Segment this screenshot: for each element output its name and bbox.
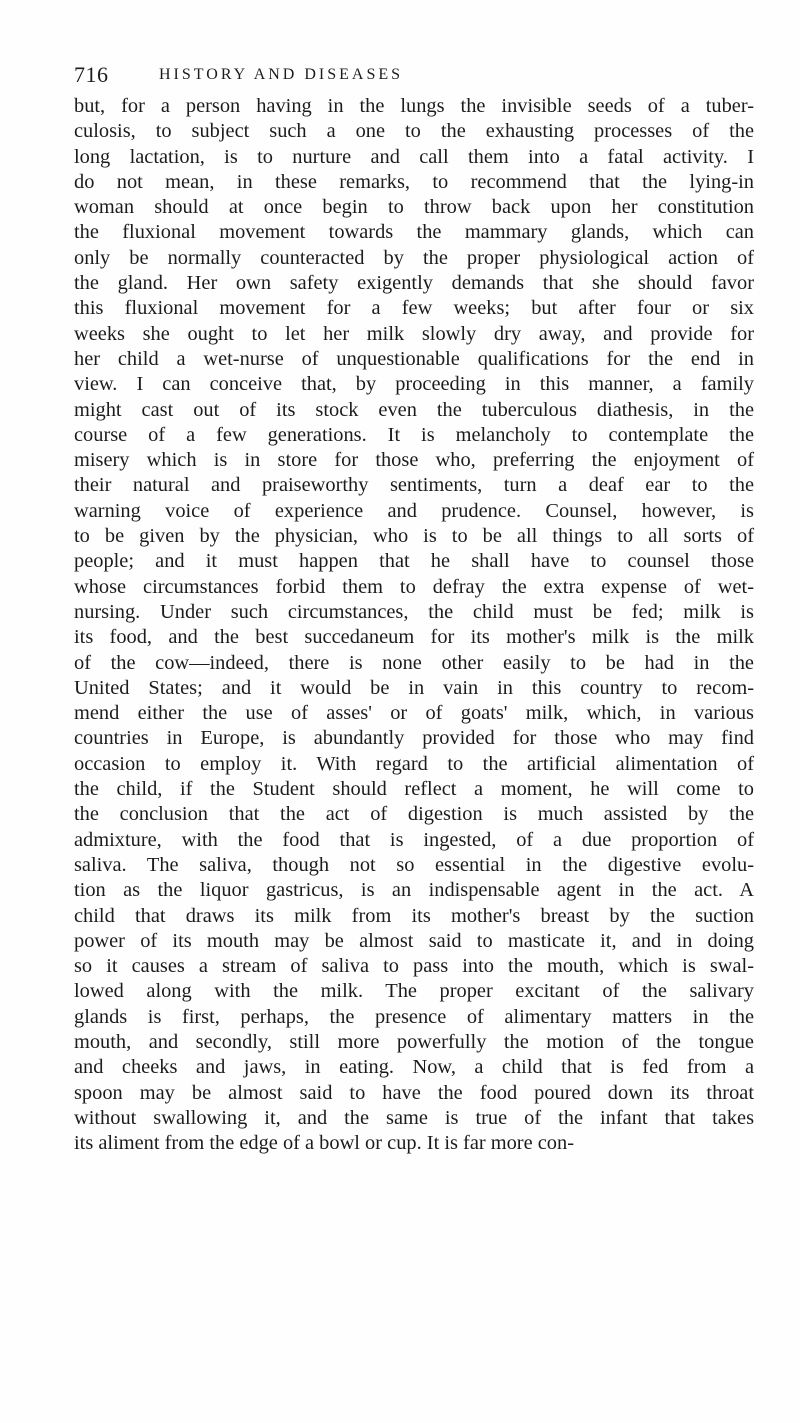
page-number: 716 — [74, 62, 109, 87]
text-line: culosis, to subject such a one to the exhausting processes of the — [74, 120, 754, 143]
text-line: glands is first, perhaps, the presence of alimentary matters in the — [74, 1005, 754, 1028]
text-line: warning voice of experience and prudence. Counsel, however, is — [74, 499, 754, 522]
text-line: people; and it must happen that he shall have to counsel those — [74, 550, 754, 573]
text-line: long lactation, is to nurture and call them into a fatal activity. I — [74, 145, 754, 168]
running-head: HISTORY AND DISEASES — [159, 66, 404, 83]
text-line: the child, if the Student should reflect a moment, he will come to — [74, 778, 754, 801]
text-line: mend either the use of asses' or of goats' milk, which, in various — [74, 702, 754, 725]
text-line: nursing. Under such circumstances, the child must be fed; milk is — [74, 600, 754, 623]
text-line: admixture, with the food that is ingested, of a due proportion of — [74, 828, 754, 851]
text-line: might cast out of its stock even the tuberculous diathesis, in the — [74, 398, 754, 421]
text-line: to be given by the physician, who is to be all things to all sorts of — [74, 525, 754, 548]
text-line: and cheeks and jaws, in eating. Now, a child that is fed from a — [74, 1056, 754, 1079]
text-line: only be normally counteracted by the proper physiological action of — [74, 246, 754, 269]
text-line: saliva. The saliva, though not so essential in the digestive evolu- — [74, 853, 754, 876]
text-line: its food, and the best succedaneum for its mother's milk is the milk — [74, 626, 754, 649]
text-line: countries in Europe, is abundantly provided for those who may find — [74, 727, 754, 750]
text-line: United States; and it would be in vain in this country to recom- — [74, 676, 754, 699]
text-line: this fluxional movement for a few weeks; but after four or six — [74, 297, 754, 320]
text-line: the conclusion that the act of digestion is much assisted by the — [74, 803, 754, 826]
text-line: its aliment from the edge of a bowl or cup. It is far more con- — [74, 1132, 574, 1155]
text-line: child that draws its milk from its mother's breast by the suction — [74, 904, 754, 927]
text-line: lowed along with the milk. The proper excitant of the salivary — [74, 980, 754, 1003]
text-line: power of its mouth may be almost said to masticate it, and in doing — [74, 929, 754, 952]
text-line: but, for a person having in the lungs the invisible seeds of a tuber- — [74, 95, 754, 117]
text-line: the fluxional movement towards the mammary glands, which can — [74, 221, 754, 244]
text-line: tion as the liquor gastricus, is an indispensable agent in the act. A — [74, 879, 754, 902]
body-text — [74, 94, 754, 1156]
text-line: the gland. Her own safety exigently demands that she should favor — [74, 272, 754, 295]
text-line: misery which is in store for those who, preferring the enjoyment of — [74, 449, 754, 472]
text-line: course of a few generations. It is melancholy to contemplate the — [74, 423, 754, 446]
text-line: view. I can conceive that, by proceeding in this manner, a family — [74, 373, 754, 396]
text-line: do not mean, in these remarks, to recommend that the lying-in — [74, 170, 754, 193]
text-line: weeks she ought to let her milk slowly dry away, and provide for — [74, 322, 754, 345]
text-line: mouth, and secondly, still more powerfully the motion of the tongue — [74, 1030, 754, 1053]
text-line: their natural and praiseworthy sentiments, turn a deaf ear to the — [74, 474, 754, 497]
text-line: spoon may be almost said to have the food poured down its throat — [74, 1081, 754, 1104]
text-line: occasion to employ it. With regard to the artificial alimentation of — [74, 752, 754, 775]
text-line: whose circumstances forbid them to defray the extra expense of wet- — [74, 575, 754, 598]
text-line: woman should at once begin to throw back upon her constitution — [74, 196, 754, 219]
text-line: of the cow—indeed, there is none other easily to be had in the — [74, 651, 754, 674]
text-line: without swallowing it, and the same is true of the infant that takes — [74, 1106, 754, 1129]
page-header — [74, 62, 754, 92]
text-line: her child a wet-nurse of unquestionable qualifications for the end in — [74, 347, 754, 370]
text-line: so it causes a stream of saliva to pass into the mouth, which is swal- — [74, 955, 754, 978]
